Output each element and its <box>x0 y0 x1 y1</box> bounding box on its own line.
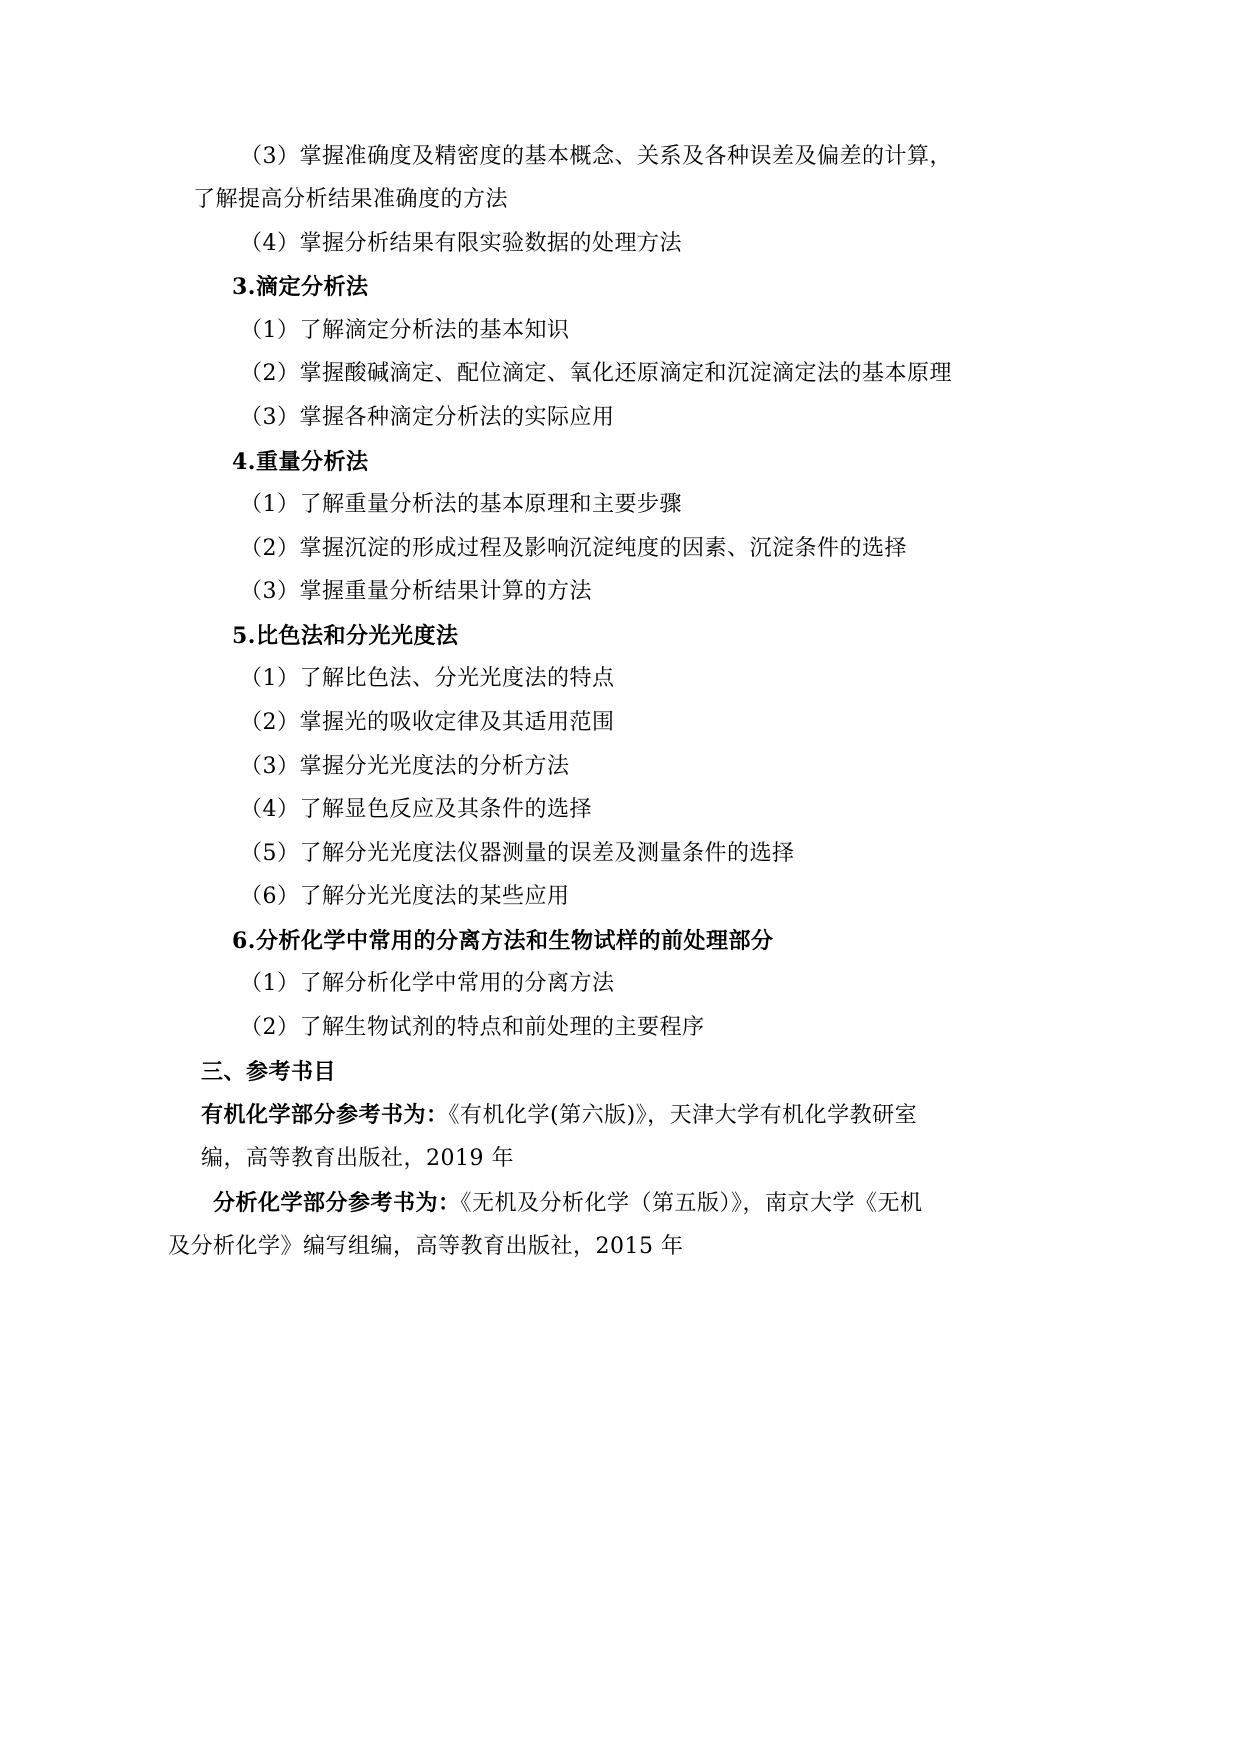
titration-item-3: （3）掌握各种滴定分析法的实际应用 <box>240 405 615 430</box>
colorimetry-item-5: （5）了解分光光度法仪器测量的误差及测量条件的选择 <box>240 841 795 866</box>
titration-item-1: （1）了解滴定分析法的基本知识 <box>240 318 570 343</box>
heading-colorimetry: 5.比色法和分光光度法 <box>232 623 459 649</box>
colorimetry-item-4: （4）了解显色反应及其条件的选择 <box>240 797 592 822</box>
colorimetry-item-1: （1）了解比色法、分光光度法的特点 <box>240 666 615 691</box>
colorimetry-item-6: （6）了解分光光度法的某些应用 <box>240 884 570 909</box>
item-3-line1: （3）掌握准确度及精密度的基本概念、关系及各种误差及偏差的计算， <box>240 144 952 169</box>
reference-analytic-label: 分析化学部分参考书为： <box>213 1190 461 1216</box>
reference-organic-line2: 编，高等教育出版社，2019 年 <box>201 1146 514 1171</box>
heading-separation: 6.分析化学中常用的分离方法和生物试样的前处理部分 <box>232 928 774 954</box>
separation-item-1: （1）了解分析化学中常用的分离方法 <box>240 971 615 996</box>
item-3-line2: 了解提高分析结果准确度的方法 <box>193 187 509 212</box>
gravimetric-item-1: （1）了解重量分析法的基本原理和主要步骤 <box>240 492 682 517</box>
reference-organic-line1 <box>201 1100 917 1131</box>
separation-item-2: （2）了解生物试剂的特点和前处理的主要程序 <box>240 1015 705 1040</box>
item-4: （4）掌握分析结果有限实验数据的处理方法 <box>240 231 682 256</box>
reference-analytic-line2: 及分析化学》编写组编，高等教育出版社，2015 年 <box>168 1234 684 1259</box>
reference-organic-label: 有机化学部分参考书为： <box>201 1102 449 1128</box>
heading-titration: 3.滴定分析法 <box>232 274 369 300</box>
gravimetric-item-2: （2）掌握沉淀的形成过程及影响沉淀纯度的因素、沉淀条件的选择 <box>240 536 907 561</box>
heading-references: 三、参考书目 <box>201 1059 337 1085</box>
gravimetric-item-3: （3）掌握重量分析结果计算的方法 <box>240 579 592 604</box>
heading-gravimetric: 4.重量分析法 <box>232 449 369 475</box>
reference-analytic-line1 <box>213 1188 923 1219</box>
titration-item-2: （2）掌握酸碱滴定、配位滴定、氧化还原滴定和沉淀滴定法的基本原理 <box>240 361 952 386</box>
colorimetry-item-2: （2）掌握光的吸收定律及其适用范围 <box>240 710 615 735</box>
reference-organic-text: 《有机化学(第六版)》，天津大学有机化学教研室 <box>448 1103 918 1128</box>
colorimetry-item-3: （3）掌握分光光度法的分析方法 <box>240 754 570 779</box>
reference-analytic-text: 《无机及分析化学（第五版）》，南京大学《无机 <box>460 1191 923 1216</box>
